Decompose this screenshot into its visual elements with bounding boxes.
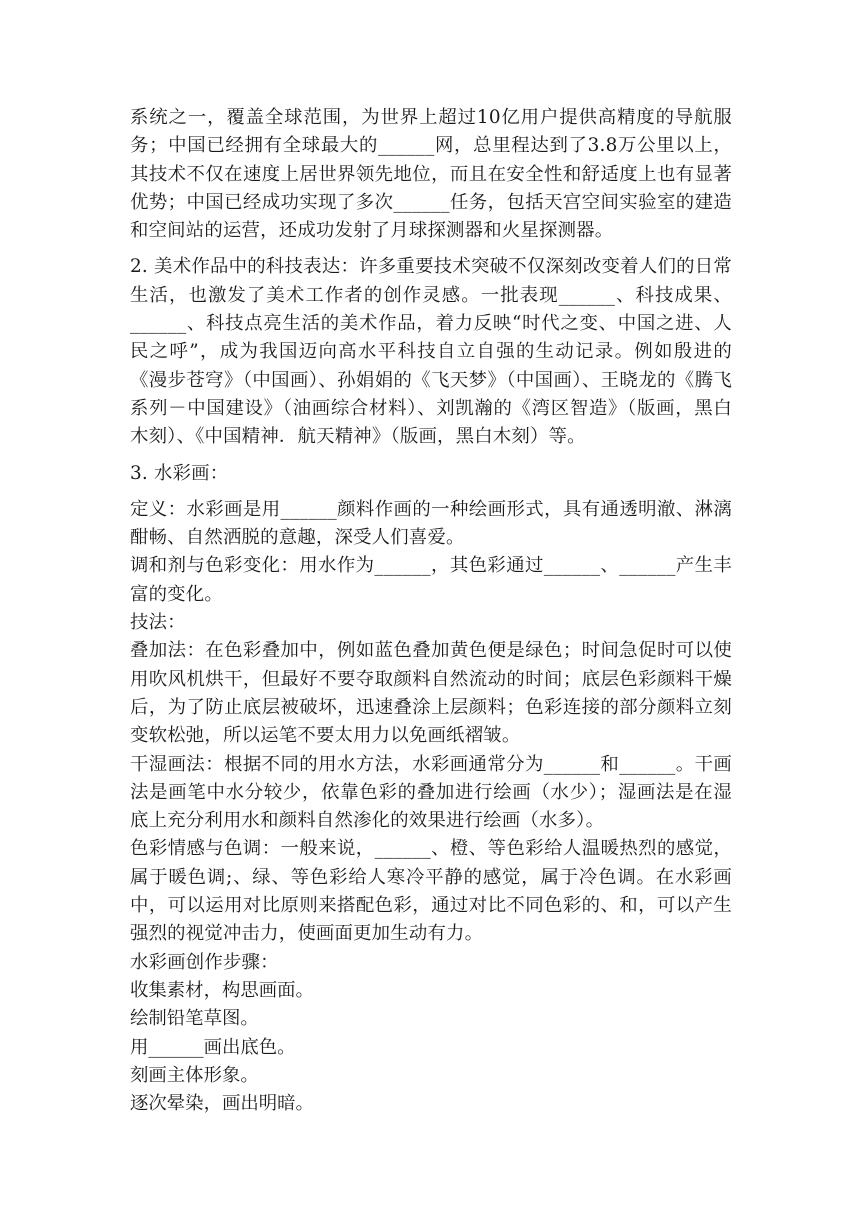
list-item: 逐次晕染，画出明暗。 [130, 1093, 314, 1115]
paragraph-medium-color-change: 调和剂与色彩变化：用水作为______，其色彩通过______、______产生丰富的变化。 [130, 555, 732, 605]
paragraph-wet-dry-method: 干湿画法：根据不同的用水方法，水彩画通常分为______和______。干画法是画笔中水分较少，依靠色彩的叠加进行绘画（水少）；湿画法是在湿底上充分利用水和颜料自然渗化的效果进行绘画（水多）。 [130, 753, 732, 832]
creation-steps-list [130, 977, 732, 1118]
paragraph-layering-method: 叠加法：在色彩叠加中，例如蓝色叠加黄色便是绿色；时间急促时可以使用吹风机烘干，但最好不要夺取颜料自然流动的时间；底层色彩颜料干燥后，为了防止底层被破坏，迅速叠涂上层颜料；色彩连接的部分颜料立刻变软松弛，所以运笔不要太用力以免画纸褶皱。 [130, 640, 732, 747]
heading-watercolor: 3. 水彩画： [130, 462, 229, 484]
paragraph-tech-achievements: 系统之一，覆盖全球范围，为世界上超过10亿用户提供高精度的导航服务；中国已经拥有全球最大的______网，总里程达到了3.8万公里以上，其技术不仅在速度上居世界领先地位，而且在安全性和舒适度上也有显著优势；中国已经成功实现了多次______任务，包括天宫空间实验室的建造和空间站的运营，还成功发射了月球探测器和火星探测器。 [130, 107, 732, 242]
paragraph-art-tech-expression: 2. 美术作品中的科技表达：许多重要技术突破不仅深刻改变着人们的日常生活，也激发了美术工作者的创作灵感。一批表现______、科技成果、______、科技点亮生活的美术作品，着力反映“时代之变、中国之进、人民之呼”，成为我国迈向高水平科技自立自强的生动记录。例如殷进的《漫步苍穹》（中国画）、孙娟娟的《飞天梦》（中国画）、王晓龙的《腾飞系列－中国建设》（油画综合材料）、刘凯瀚的《湾区智造》（版画，黑白木刻）、《中国精神．航天精神》（版画，黑白木刻）等。 [130, 256, 732, 448]
heading-techniques: 技法： [130, 612, 186, 634]
list-item: 用______画出底色。 [130, 1036, 296, 1058]
paragraph-color-emotion: 色彩情感与色调：一般来说，______、橙、等色彩给人温暖热烈的感觉，属于暖色调;、绿、等色彩给人寒冷平静的感觉，属于冷色调。在水彩画中，可以运用对比原则来搭配色彩，通过对比不同色彩的、和，可以产生强烈的视觉冲击力，使画面更加生动有力。 [130, 838, 732, 945]
heading-creation-steps: 水彩画创作步骤： [130, 951, 279, 973]
document-page [130, 104, 732, 1118]
list-item: 收集素材，构思画面。 [130, 979, 314, 1001]
list-item: 刻画主体形象。 [130, 1064, 259, 1086]
list-item: 绘制铅笔草图。 [130, 1008, 259, 1030]
paragraph-definition: 定义：水彩画是用______颜料作画的一种绘画形式，具有通透明澈、淋漓酣畅、自然洒脱的意趣，深受人们喜爱。 [130, 498, 732, 549]
